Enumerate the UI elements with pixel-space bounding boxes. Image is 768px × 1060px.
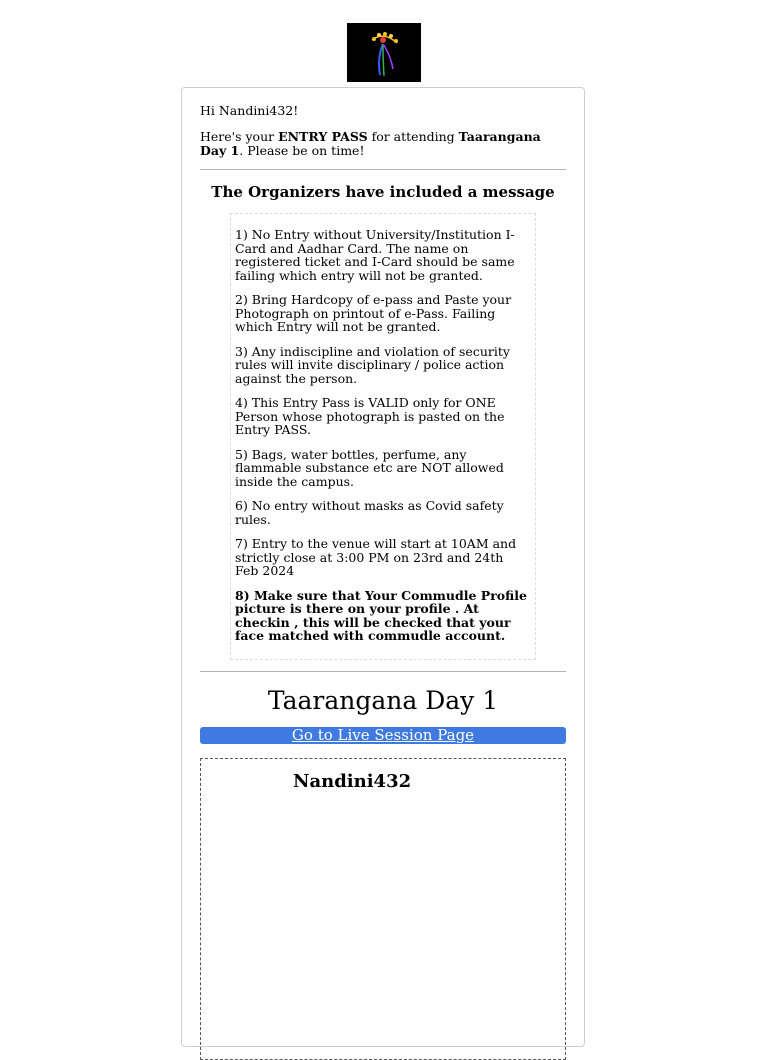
greeting-text: Hi Nandini432! — [200, 103, 299, 118]
divider — [200, 671, 566, 672]
rule-item: 5) Bags, water bottles, perfume, any flammable substance etc are NOT allowed inside the campus. — [235, 446, 504, 489]
organizer-message-heading: The Organizers have included a message — [211, 183, 555, 201]
intro-event-name: Taarangana Day 1 — [200, 129, 541, 158]
entry-pass-label: ENTRY PASS — [278, 129, 368, 144]
taarangana-logo-icon — [347, 23, 421, 82]
entry-pass-card — [181, 87, 585, 1047]
rule-item: 6) No entry without masks as Covid safety rules. — [235, 498, 504, 527]
rule-item: 4) This Entry Pass is VALID only for ONE Person whose photograph is pasted on the Entry PASS. — [235, 395, 505, 437]
organizer-message-box — [230, 213, 536, 660]
ticket-box — [200, 758, 566, 1060]
rule-item: 2) Bring Hardcopy of e-pass and Paste your Photograph on printout of e-Pass. Failing which Entry will not be granted. — [235, 292, 512, 334]
rule-item: 3) Any indiscipline and violation of security rules will invite disciplinary / police action against the person. — [235, 343, 510, 386]
event-title: Taarangana Day 1 — [267, 685, 499, 715]
live-session-button[interactable]: Go to Live Session Page — [200, 727, 566, 744]
rule-item: 7) Entry to the venue will start at 10AM and strictly close at 3:00 PM on 23rd and 24th Feb 2024 — [235, 536, 517, 578]
rule-item: 1) No Entry without University/Institution I-Card and Aadhar Card. The name on registered ticket and I-Card should be same failing which entry will not be granted. — [235, 227, 515, 283]
ticket-holder-name: Nandini432 — [293, 770, 412, 792]
intro-text: Here's your ENTRY PASS for attending Taarangana Day 1. Please be on time! — [200, 129, 541, 158]
rule-item-bold: 8) Make sure that Your Commudle Profile picture is there on your profile . At checkin , this will be checked that your face matched with commudle account. — [235, 587, 527, 643]
divider — [200, 169, 566, 170]
